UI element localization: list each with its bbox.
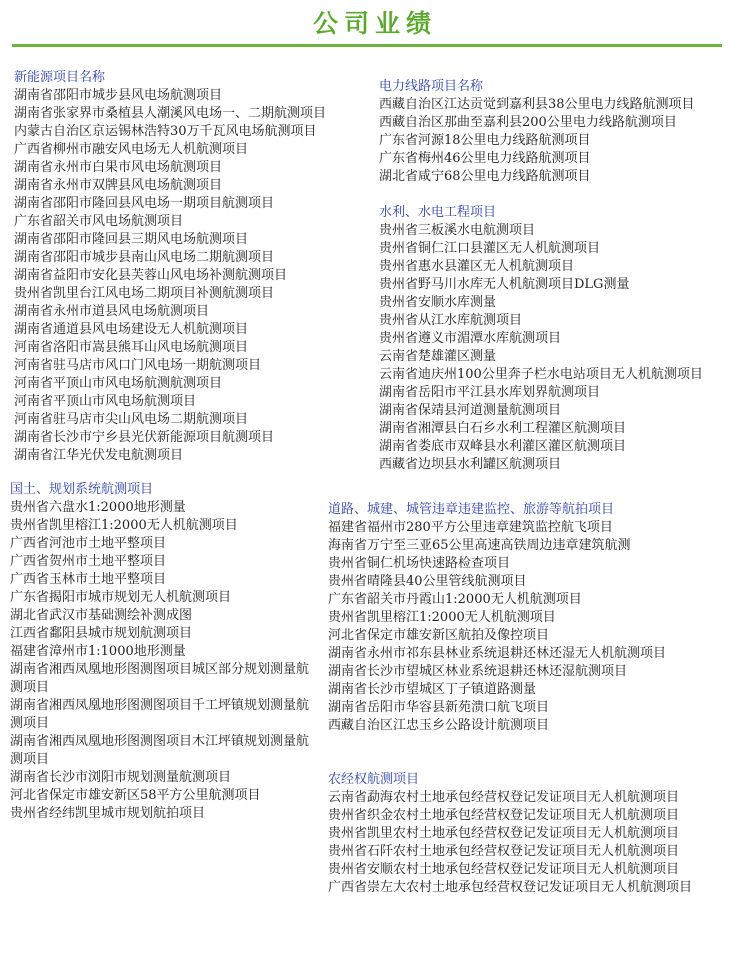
- project-item: 湖北省咸宁68公里电力线路航测项目: [379, 169, 591, 184]
- project-item: 贵州省石阡农村土地承包经营权登记发证项目无人机航测项目: [328, 844, 680, 859]
- project-item: 湖南省邵阳市隆回县风电场一期项目航测项目: [14, 196, 275, 211]
- section-heading: 道路、城建、城管违章违建监控、旅游等航拍项目: [328, 502, 615, 517]
- section-power-lines: [379, 78, 695, 186]
- section-heading: 电力线路项目名称: [379, 79, 484, 94]
- project-item: 湖南省永州市双牌县风电场航测项目: [14, 178, 223, 193]
- project-item: 西藏省边坝县水利罐区航测项目: [379, 457, 562, 472]
- project-item: 广西省玉林市土地平整项目: [10, 572, 167, 587]
- project-item: 广西省贺州市土地平整项目: [10, 554, 167, 569]
- section-heading: 水利、水电工程项目: [379, 205, 497, 220]
- project-item: 河南省平顶山市风电场航测航测项目: [14, 376, 223, 391]
- project-item: 河南省平顶山市风电场航测项目: [14, 394, 197, 409]
- project-item: 广东省揭阳市城市规划无人机航测项目: [10, 590, 232, 605]
- section-new-energy: [14, 69, 326, 465]
- project-item: 福建省福州市280平方公里违章建筑监控航飞项目: [328, 520, 613, 535]
- project-item: 广西省河池市土地平整项目: [10, 536, 167, 551]
- project-item: 贵州省凯里台江风电场二期项目补测航测项目: [14, 286, 275, 301]
- section-water-conservancy: [379, 204, 703, 474]
- project-item: 贵州省安顺水库测量: [379, 295, 497, 310]
- project-item: 湖南省长沙市宁乡县光伏新能源项目航测项目: [14, 430, 275, 445]
- project-item: 贵州省六盘水1:2000地形测量: [10, 500, 186, 515]
- project-item: 湖南省保靖县河道测量航测项目: [379, 403, 562, 418]
- section-agri-rights: [328, 771, 692, 897]
- project-item: 湖南省湘西凤凰地形图测图项目城区部分规划测量航测项目: [10, 662, 310, 695]
- project-item: 湖南省娄底市双峰县水利灌区灌区航测项目: [379, 439, 627, 454]
- section-heading: 农经权航测项目: [328, 772, 420, 787]
- project-item: 西藏自治区江忠玉乡公路设计航测项目: [328, 718, 550, 733]
- project-item: 湖南省江华光伏发电航测项目: [14, 448, 184, 463]
- project-item: 湖南省湘西凤凰地形图测图项目木江坪镇规划测量航测项目: [10, 734, 310, 767]
- project-item: 湖南省邵阳市城步县风电场航测项目: [14, 88, 223, 103]
- project-item: 广东省韶关市风电场航测项目: [14, 214, 184, 229]
- project-item: 湖南省长沙市望城区林业系统退耕还林还湿航测项目: [328, 664, 628, 679]
- project-item: 广西省崇左大农村土地承包经营权登记发证项目无人机航测项目: [328, 880, 693, 895]
- project-item: 贵州省凯里农村土地承包经营权登记发证项目无人机航测项目: [328, 826, 680, 841]
- project-item: 河南省洛阳市嵩县熊耳山风电场航测项目: [14, 340, 249, 355]
- project-item: 西藏自治区那曲至嘉利县200公里电力线路航测项目: [379, 115, 677, 130]
- project-item: 内蒙古自治区京运锡林浩特30万千瓦风电场航测项目: [14, 124, 317, 139]
- project-item: 广西省柳州市融安风电场无人机航测项目: [14, 142, 249, 157]
- project-item: 湖南省长沙市望城区丁子镇道路测量: [328, 682, 537, 697]
- project-item: 广东省韶关市丹霞山1:2000无人机航测项目: [328, 592, 582, 607]
- project-item: 贵州省织金农村土地承包经营权登记发证项目无人机航测项目: [328, 808, 680, 823]
- project-item: 贵州省铜仁机场快速路检查项目: [328, 556, 511, 571]
- project-item: 海南省万宁至三亚65公里高速高铁周边违章建筑航测: [328, 538, 631, 553]
- project-item: 河南省驻马店市风口门风电场一期航测项目: [14, 358, 262, 373]
- page-title: 公司业绩: [312, 9, 437, 38]
- project-item: 河北省保定市雄安新区58平方公里航测项目: [10, 788, 261, 803]
- section-land-planning: [10, 481, 310, 823]
- project-item: 贵州省铜仁江口县灌区无人机航测项目: [379, 241, 601, 256]
- project-item: 贵州省安顺农村土地承包经营权登记发证项目无人机航测项目: [328, 862, 680, 877]
- project-item: 云南省勐海农村土地承包经营权登记发证项目无人机航测项目: [328, 790, 680, 805]
- project-item: 贵州省三板溪水电航测项目: [379, 223, 536, 238]
- project-item: 湖北省武汉市基础测绘补测成图: [10, 608, 193, 623]
- project-item: 贵州省晴隆县40公里管线航测项目: [328, 574, 527, 589]
- project-item: 湖南省益阳市安化县芙蓉山风电场补测航测项目: [14, 268, 288, 283]
- project-item: 河北省保定市雄安新区航拍及像控项目: [328, 628, 550, 643]
- project-item: 贵州省遵义市湄潭水库航测项目: [379, 331, 562, 346]
- project-item: 湖南省邵阳市城步县南山风电场二期航测项目: [14, 250, 275, 265]
- project-item: 湖南省永州市祁东县林业系统退耕还林还湿无人机航测项目: [328, 646, 667, 661]
- project-item: 湖南省永州市道县风电场航测项目: [14, 304, 210, 319]
- project-item: 湖南省岳阳市华容县新苑溃口航飞项目: [328, 700, 550, 715]
- project-item: 贵州省凯里榕江1:2000无人机航测项目: [328, 610, 556, 625]
- title-divider: [12, 44, 722, 47]
- project-item: 广东省河源18公里电力线路航测项目: [379, 133, 591, 148]
- section-roads-urban: [328, 501, 748, 735]
- project-item: 湖南省通道县风电场建设无人机航测项目: [14, 322, 249, 337]
- section-heading: 新能源项目名称: [14, 70, 106, 85]
- project-item: 贵州省野马川水库无人机航测项目DLG测量: [379, 277, 630, 292]
- project-item: 湖南省岳阳市平江县水库划界航测项目: [379, 385, 601, 400]
- project-item: 云南省楚雄灌区测量: [379, 349, 497, 364]
- project-item: 湖南省永州市白果市风电场航测项目: [14, 160, 223, 175]
- project-item: 广东省梅州46公里电力线路航测项目: [379, 151, 591, 166]
- project-item: 贵州省经纬凯里城市规划航拍项目: [10, 806, 206, 821]
- project-item: 河南省驻马店市尖山风电场二期航测项目: [14, 412, 249, 427]
- project-item: 湖南省长沙市浏阳市规划测量航测项目: [10, 770, 232, 785]
- project-item: 云南省迪庆州100公里奔子栏水电站项目无人机航测项目: [379, 367, 703, 382]
- project-item: 湖南省湘潭县白石乡水利工程灌区航测项目: [379, 421, 627, 436]
- project-item: 贵州省惠水县灌区无人机航测项目: [379, 259, 575, 274]
- project-item: 贵州省凯里榕江1:2000无人机航测项目: [10, 518, 238, 533]
- project-item: 贵州省从江水库航测项目: [379, 313, 523, 328]
- project-item: 湖南省张家界市桑植县人潮溪风电场一、二期航测项目: [14, 106, 327, 121]
- project-item: 西藏自治区江达贡觉到嘉利县38公里电力线路航测项目: [379, 97, 695, 112]
- project-item: 湖南省邵阳市隆回县三期风电场航测项目: [14, 232, 249, 247]
- project-item: 湖南省湘西凤凰地形图测图项目千工坪镇规划测量航测项目: [10, 698, 310, 731]
- project-item: 福建省漳州市1:1000地形测量: [10, 644, 186, 659]
- project-item: 江西省鄱阳县城市规划航测项目: [10, 626, 193, 641]
- section-heading: 国土、规划系统航测项目: [10, 482, 154, 497]
